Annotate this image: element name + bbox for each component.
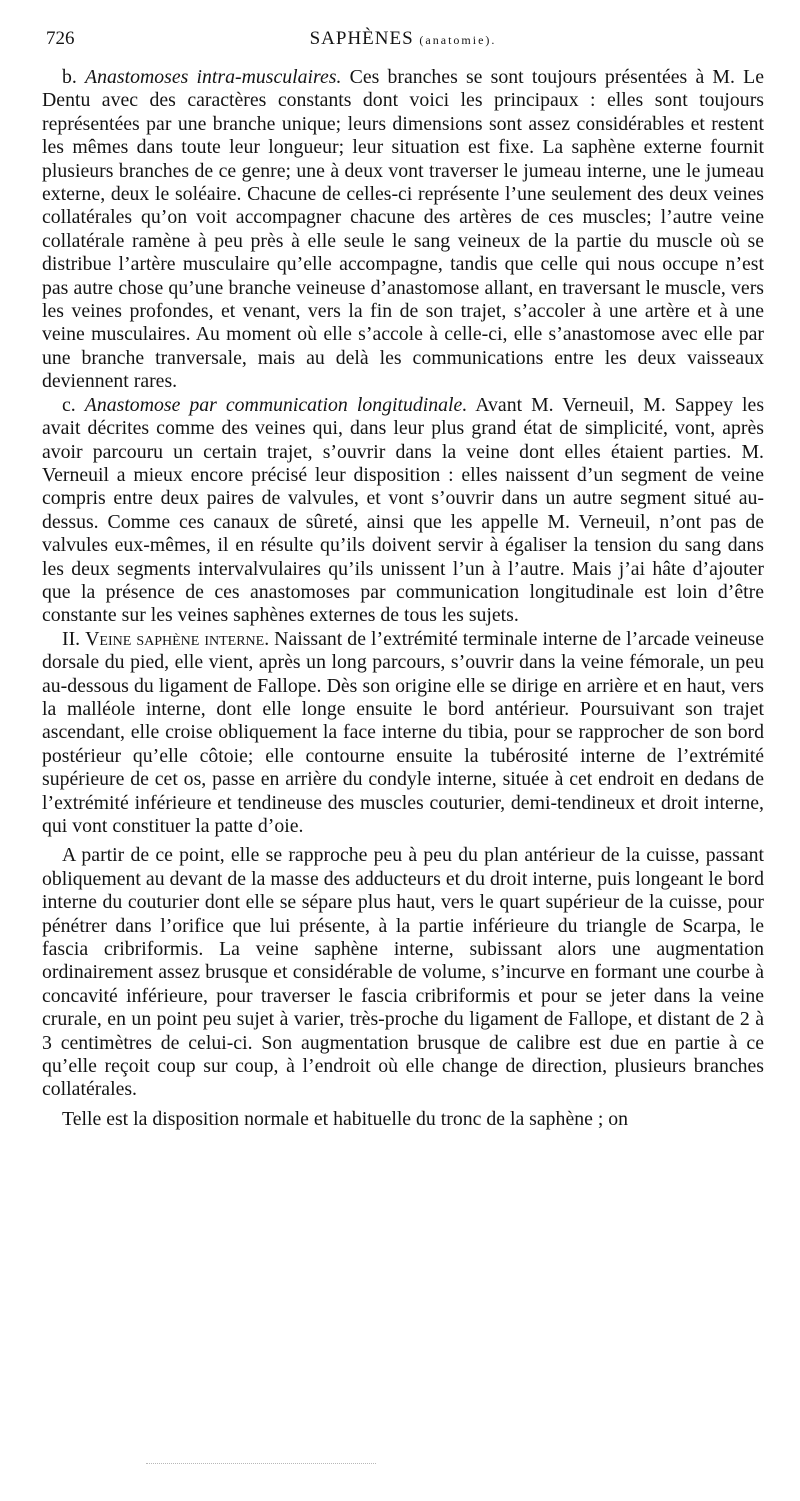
page-header bbox=[46, 28, 760, 58]
paragraph-marker: b. bbox=[62, 66, 86, 88]
section-heading: Anastomoses intra-musculaires. bbox=[85, 66, 342, 88]
paragraph-text: Naissant de l’extrémité terminale interne de l’arcade veineuse dorsale du pied, elle vient, après un long parcours, s’ouvrir dans la veine fémorale, un peu au-dessous du ligament de Fallope. Dès son origine elle se dirige en arrière et en haut, vers la malléole interne, dont elle longe ensuite le bord antérieur. Poursuivant son trajet ascendant, elle croise obliquement la face interne du tibia, pour se rapprocher de son bord postérieur qu’elle côtoie; elle contourne ensuite la tubérosité interne de l’extrémité supérieure de cet os, passe en arrière du condyle interne, située à cet endroit en dedans de l’extrémité inférieure et tendineuse des muscles couturier, demi-tendineux et droit interne, qui vont constituer la patte d’oie. bbox=[42, 627, 764, 837]
running-title-subtitle: (anatomie). bbox=[419, 33, 497, 47]
running-title-main: SAPHÈNES bbox=[309, 28, 414, 49]
paragraph-longitudinal-anastomosis bbox=[42, 394, 764, 628]
running-title bbox=[46, 28, 760, 50]
body-text bbox=[42, 66, 764, 1131]
paragraph-marker: c. bbox=[62, 393, 85, 416]
paragraph-intramuscular-anastomoses bbox=[42, 66, 764, 394]
paragraph-text: Ces branches se sont toujours présentées à M. Le Dentu avec des caractères constants dont voici les principaux : elles sont toujours représentées par une branche unique; leurs dimensions sont assez considérables et restent les mêmes dans toute leur longueur; leur situation est fixe. La saphène externe fournit plusieurs branches de ce genre; une à deux vont traverser le jumeau interne, une le jumeau externe, deux le soléaire. Chacune de celles-ci représente l’une seulement des deux veines collatérales qu’on voit accompagner chacune des artères de ces muscles; l’autre veine collatérale ramène à peu près à elle seule le sang veineux de la partie du muscle où se distribue l’artère musculaire qu’elle accompagne, tandis que celle qui nous occupe n’est pas autre chose qu’une branche veineuse d’anastomose allant, en traversant le muscle, vers les veines profondes, et venant, vers la fin de son trajet, s’accoler à une artère et à une veine musculaires. Au moment où elle s’accole à celle-ci, elle s’anastomose avec elle par une branche tranversale, mais au delà les communications entre les deux vaisseaux deviennent rares. bbox=[42, 66, 765, 393]
paragraph-normal-disposition bbox=[42, 1108, 764, 1131]
paragraph-internal-saphenous-vein bbox=[42, 628, 764, 839]
section-heading: Veine saphène interne. bbox=[85, 627, 270, 650]
paragraph-text: Avant M. Verneuil, M. Sappey les avait décrites comme des veines qui, dans leur plus grand état de simplicité, vont, après avoir parcouru un certain trajet, s’ouvrir dans la veine dont elles étaient parties. M. Verneuil a mieux encore précisé leur disposition : elles naissent d’un segment de veine compris entre deux paires de valvules, et vont s’ouvrir dans un autre segment situé au-dessus. Comme ces canaux de sûreté, ainsi que les appelle M. Verneuil, n’ont pas de valvules eux-mêmes, il en résulte qu’ils doivent servir à égaliser la tension du sang dans les deux segments intervalvulaires qu’ils unissent l’un à l’autre. Mais j’ai hâte d’ajouter que la présence de ces anastomoses par communication longitudinale est loin d’être constante sur les veines saphènes externes de tous les sujets. bbox=[42, 393, 765, 627]
paragraph-thigh-course bbox=[42, 844, 764, 1101]
paragraph-text: Telle est la disposition normale et habituelle du tronc de la saphène ; on bbox=[62, 1107, 629, 1130]
page-number: 726 bbox=[46, 28, 75, 49]
paragraph-text: A partir de ce point, elle se rapproche peu à peu du plan antérieur de la cuisse, passant obliquement au devant de la masse des adducteurs et du droit interne, puis longeant le bord interne du couturier dont elle se sépare plus haut, vers le quart supérieur de la cuisse, pour pénétrer dans l’orifice que lui présente, à la partie inférieure du triangle de Scarpa, le fascia cribriformis. La veine saphène interne, subissant alors une augmentation ordinairement assez brusque et considérable de volume, s’incurve en formant une courbe à concavité inférieure, pour traverser le fascia cribriformis et pour se jeter dans la veine crurale, en un point peu sujet à varier, très-proche du ligament de Fallope, et distant de 2 à 3 centimètres de celui-ci. Son augmentation brusque de calibre est due en partie à ce qu’elle reçoit coup sur coup, à l’endroit où elle change de direction, plusieurs branches collatérales. bbox=[42, 844, 764, 1101]
paragraph-marker: II. bbox=[62, 627, 86, 650]
footer-dotted-rule bbox=[146, 1463, 376, 1464]
section-heading: Anastomose par communication longitudinale. bbox=[84, 393, 468, 416]
